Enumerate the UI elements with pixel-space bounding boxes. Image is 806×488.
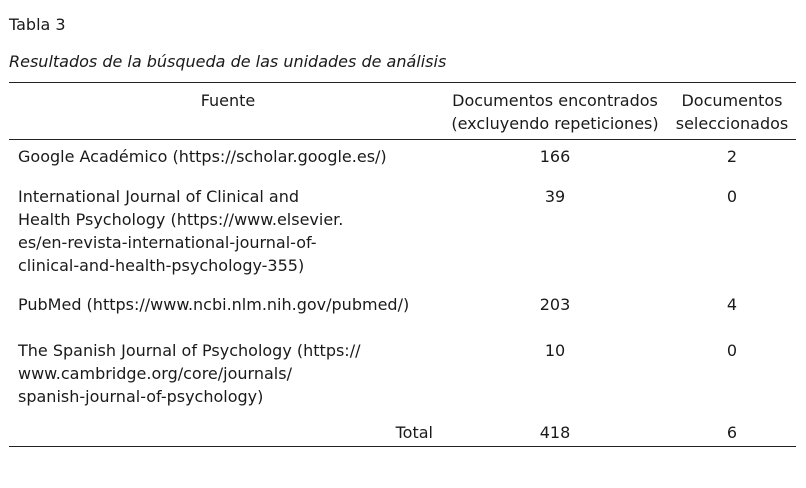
source-line: International Journal of Clinical and — [18, 187, 300, 206]
selected-count: 0 — [726, 187, 738, 206]
top-rule — [9, 82, 796, 83]
found-count: 166 — [539, 147, 571, 166]
table-row-source — [18, 339, 438, 408]
source-line: The Spanish Journal of Psychology (https:// — [18, 341, 361, 360]
source-line: clinical-and-health-psychology-355) — [18, 256, 305, 275]
table-row-source — [18, 185, 438, 277]
selected-count: 0 — [726, 341, 738, 360]
table-label: Tabla 3 — [9, 15, 66, 34]
found-count: 39 — [544, 187, 566, 206]
source-line: spanish-journal-of-psychology) — [18, 387, 264, 406]
source-line: Health Psychology (https://www.elsevier. — [18, 210, 344, 229]
selected-count: 2 — [726, 147, 738, 166]
source-line: www.cambridge.org/core/journals/ — [18, 364, 292, 383]
source-line: Google Académico (https://scholar.google.es/) — [18, 147, 387, 166]
header-selected — [668, 89, 796, 135]
source-line: es/en-revista-international-journal-of- — [18, 233, 317, 252]
total-selected: 6 — [726, 423, 738, 442]
found-count: 10 — [544, 341, 566, 360]
bottom-rule — [9, 446, 796, 447]
header-source: Fuente — [200, 91, 256, 110]
header-selected-line2: seleccionados — [675, 114, 789, 133]
header-rule — [9, 139, 796, 140]
header-selected-line1: Documentos — [681, 91, 783, 110]
header-found-line2: (excluyendo repeticiones) — [451, 114, 659, 133]
table-caption: Resultados de la búsqueda de las unidades de análisis — [9, 52, 447, 71]
selected-count: 4 — [726, 295, 738, 314]
total-found: 418 — [539, 423, 571, 442]
table-row-source — [18, 293, 438, 316]
table-row-source — [18, 145, 438, 168]
found-count: 203 — [539, 295, 571, 314]
header-found-line1: Documentos encontrados — [452, 91, 658, 110]
source-line: PubMed (https://www.ncbi.nlm.nih.gov/pubmed/) — [18, 295, 410, 314]
header-found — [445, 89, 665, 135]
total-label: Total — [395, 423, 433, 442]
